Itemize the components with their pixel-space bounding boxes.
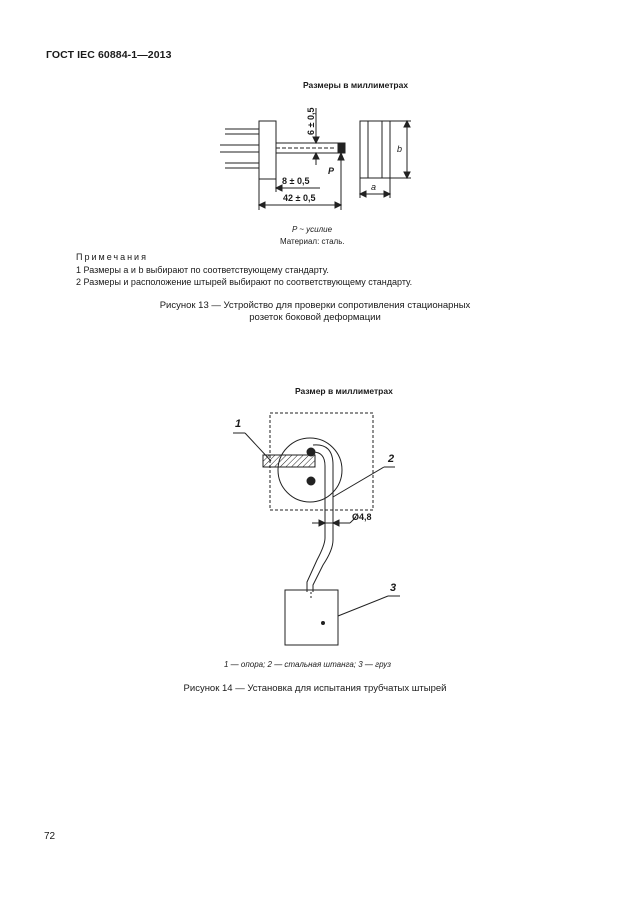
document-header: ГОСТ IEC 60884-1—2013: [46, 49, 172, 61]
fig13-note-1: 1 Размеры a и b выбирают по соответствующему стандарту.: [76, 265, 329, 275]
fig13-side-b: b: [397, 144, 403, 154]
fig14-callout-2: 2: [388, 453, 395, 465]
fig14-diameter: Ø4,8: [352, 512, 372, 522]
fig13-force-legend: P ~ усилие: [292, 225, 333, 234]
fig14-callout-3: 3: [390, 582, 397, 594]
fig13-force-label: P: [328, 166, 335, 176]
fig14-caption: Рисунок 14 — Установка для испытания трубчатых штырей: [183, 683, 447, 694]
fig14-callout-1: 1: [235, 418, 242, 430]
fig14-legend: 1 — опора; 2 — стальная штанга; 3 — груз: [224, 660, 391, 669]
fig13-dims-caption: Размеры в миллиметрах: [303, 80, 409, 90]
fig13-caption-line2: розеток боковой деформации: [249, 312, 381, 323]
page-number: 72: [44, 831, 56, 842]
fig13-caption-line1: Рисунок 13 — Устройство для проверки сопротивления стационарных: [159, 300, 471, 311]
fig13-note-2: 2 Размеры и расположение штырей выбирают по соответствующему стандарту.: [76, 277, 413, 287]
fig13-notes-heading: Примечания: [76, 252, 148, 262]
fig13-side-a: a: [371, 182, 377, 192]
fig13-material: Материал: сталь.: [280, 237, 345, 246]
fig14-dims-caption: Размер в миллиметрах: [295, 386, 393, 396]
fig13-dim-long: 42 ± 0,5: [283, 193, 316, 203]
fig13-dim-short: 8 ± 0,5: [282, 176, 310, 186]
fig13-dim-height: 6 ± 0,5: [306, 107, 316, 135]
